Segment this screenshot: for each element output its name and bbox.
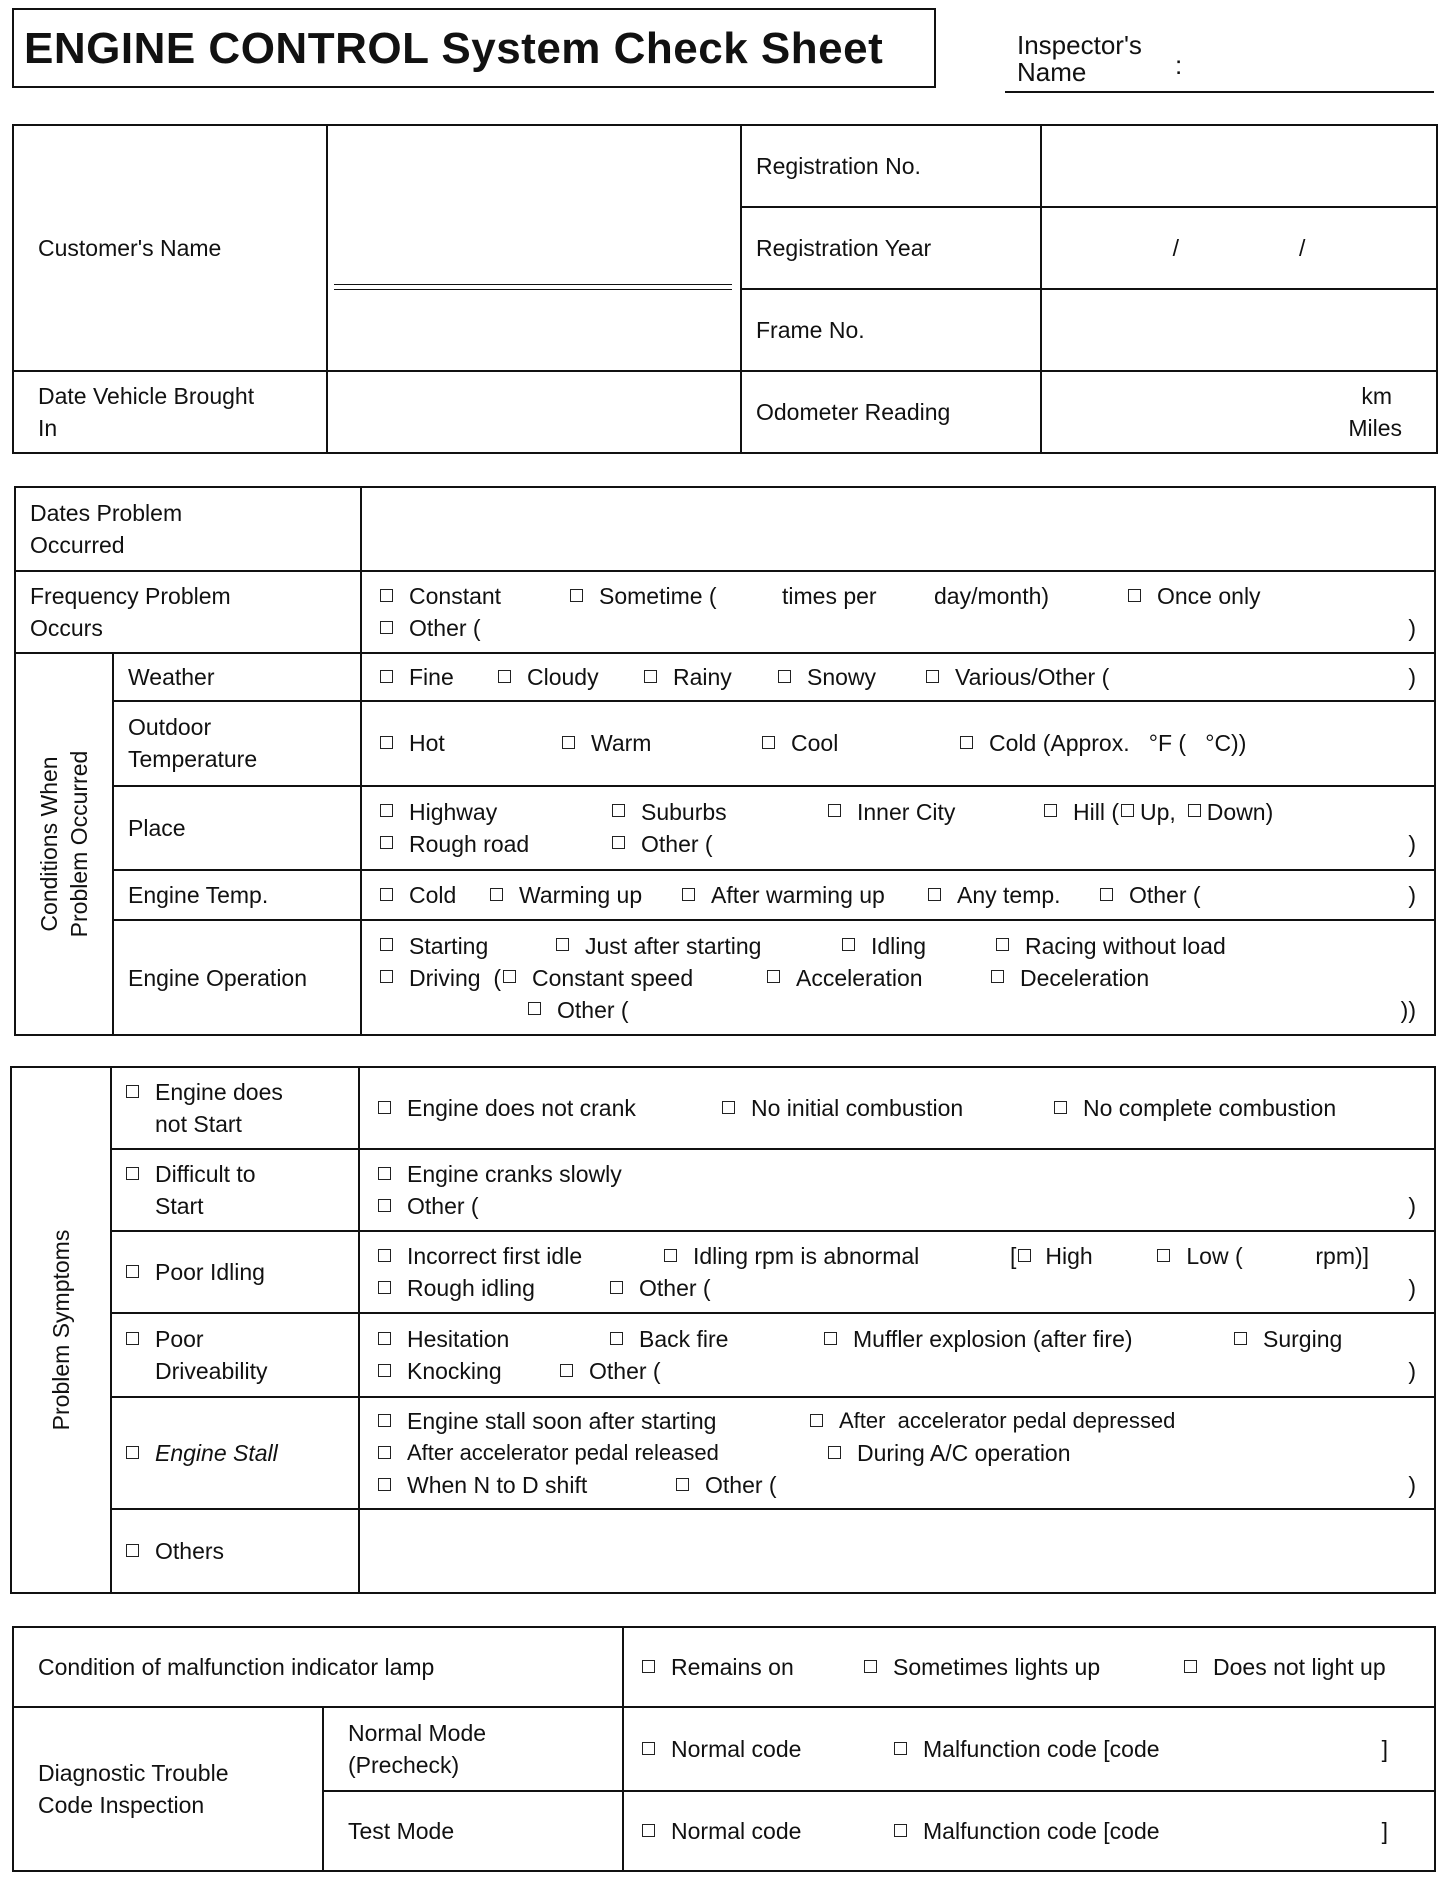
mil-not-text: Does not light up <box>1213 1654 1386 1680</box>
temp-cool-option[interactable] <box>762 727 960 759</box>
eop-other-checkbox[interactable] <box>528 1002 541 1015</box>
tm-malfunction-checkbox[interactable] <box>894 1824 907 1837</box>
poor-driveability-line2: Driveability <box>155 1358 268 1384</box>
place-up-text: Up, <box>1140 798 1176 825</box>
eop-starting-checkbox[interactable] <box>380 938 393 951</box>
d-other-text: Other ( <box>407 1193 479 1219</box>
etemp-any-checkbox[interactable] <box>928 888 941 901</box>
odometer-unit-miles: Miles <box>1348 415 1402 441</box>
eop-constant-checkbox[interactable] <box>503 970 516 983</box>
frame-no-field[interactable] <box>1041 289 1437 371</box>
test-mode-options <box>623 1791 1435 1871</box>
freq-once-text: Once only <box>1157 583 1261 609</box>
es-released-text: After accelerator pedal released <box>407 1440 719 1465</box>
freq-sometime-option[interactable] <box>570 580 782 612</box>
difficult-start-options <box>359 1149 1435 1231</box>
weather-close-paren: ) <box>1408 664 1416 691</box>
engine-temp-label: Engine Temp. <box>113 870 361 920</box>
temp-cold-checkbox[interactable] <box>960 736 973 749</box>
place-rough-checkbox[interactable] <box>380 836 393 849</box>
pi-rough-text: Rough idling <box>407 1275 535 1301</box>
pi-other-option[interactable] <box>610 1272 711 1304</box>
eop-close-paren: )) <box>1400 996 1416 1023</box>
es-depressed-checkbox[interactable] <box>810 1414 823 1427</box>
place-down-checkbox[interactable] <box>1188 804 1201 817</box>
freq-other-text: Other ( <box>409 615 481 641</box>
d-close-paren: ) <box>1408 1193 1416 1219</box>
es-depressed-option[interactable] <box>810 1405 1175 1437</box>
date-brought-in-line1: Date Vehicle Brought <box>38 383 255 409</box>
tm-normal-code-checkbox[interactable] <box>642 1824 655 1837</box>
pd-backfire-option[interactable] <box>610 1323 824 1355</box>
d-other-option[interactable] <box>378 1190 479 1222</box>
engine-stall-checkbox[interactable] <box>126 1446 139 1459</box>
pi-abnormal-checkbox[interactable] <box>664 1249 677 1262</box>
frequency-options <box>361 571 1435 653</box>
temp-hot-option[interactable] <box>380 727 562 759</box>
pi-low-option[interactable] <box>1157 1240 1315 1272</box>
etemp-any-text: Any temp. <box>957 882 1061 909</box>
engine-operation-label: Engine Operation <box>113 920 361 1035</box>
eop-decel-option[interactable] <box>991 962 1149 994</box>
pi-low-checkbox[interactable] <box>1157 1249 1170 1262</box>
place-hill-text: Hill ( <box>1073 798 1119 825</box>
date-brought-in-line2: In <box>38 415 58 441</box>
etemp-cold-text: Cold <box>409 882 457 909</box>
eop-accel-checkbox[interactable] <box>767 970 780 983</box>
eop-starting-option[interactable] <box>380 930 556 962</box>
eop-just-after-checkbox[interactable] <box>556 938 569 951</box>
engine-temp-options <box>361 870 1435 920</box>
eop-racing-checkbox[interactable] <box>996 938 1009 951</box>
frame-no-label: Frame No. <box>741 289 1041 371</box>
weather-rainy-checkbox[interactable] <box>644 670 657 683</box>
mil-remains-option[interactable] <box>642 1651 864 1683</box>
test-mode-label: Test Mode <box>323 1791 623 1871</box>
temp-warm-option[interactable] <box>562 727 762 759</box>
dtc-label <box>13 1707 323 1871</box>
weather-various-text: Various/Other ( <box>955 664 1110 691</box>
temp-cool-checkbox[interactable] <box>762 736 775 749</box>
dates-problem-label <box>15 487 361 571</box>
pi-high-text: High <box>1045 1243 1093 1269</box>
freq-once-checkbox[interactable] <box>1128 589 1141 602</box>
sheet-title: ENGINE CONTROL System Check Sheet <box>24 24 884 73</box>
place-hill-option[interactable] <box>1044 796 1119 828</box>
eop-driving-text: Driving ( <box>409 964 502 991</box>
others-category[interactable] <box>111 1509 359 1593</box>
etemp-cold-checkbox[interactable] <box>380 888 393 901</box>
place-options <box>361 786 1435 870</box>
pi-other-checkbox[interactable] <box>610 1281 623 1294</box>
mil-options <box>623 1627 1435 1707</box>
weather-fine-option[interactable] <box>380 661 498 693</box>
mil-sometimes-option[interactable] <box>864 1651 1184 1683</box>
pd-muffler-checkbox[interactable] <box>824 1332 837 1345</box>
inspector-name-label <box>1017 32 1142 86</box>
ns-no-crank-text: Engine does not crank <box>407 1095 636 1121</box>
es-ac-checkbox[interactable] <box>828 1446 841 1459</box>
mil-label: Condition of malfunction indicator lamp <box>13 1627 623 1707</box>
etemp-warming-text: Warming up <box>519 882 643 909</box>
freq-constant-checkbox[interactable] <box>380 589 393 602</box>
es-n-to-d-option[interactable] <box>378 1469 676 1501</box>
place-rough-text: Rough road <box>409 830 530 857</box>
eop-starting-text: Starting <box>409 932 489 959</box>
pi-rough-option[interactable] <box>378 1272 610 1304</box>
poor-idling-text: Poor Idling <box>155 1259 265 1285</box>
es-soon-checkbox[interactable] <box>378 1414 391 1427</box>
frequency-line2: Occurs <box>30 615 103 641</box>
freq-other-checkbox[interactable] <box>380 621 393 634</box>
outdoor-temp-line2: Temperature <box>128 746 258 773</box>
place-other-checkbox[interactable] <box>612 836 625 849</box>
weather-snowy-option[interactable] <box>778 661 926 693</box>
normal-mode-line1: Normal Mode <box>348 1720 487 1746</box>
es-released-option[interactable] <box>378 1437 828 1469</box>
pd-muffler-option[interactable] <box>824 1323 1234 1355</box>
d-other-checkbox[interactable] <box>378 1199 391 1212</box>
pi-close-paren: ) <box>1408 1275 1416 1301</box>
es-released-checkbox[interactable] <box>378 1446 391 1459</box>
ns-no-crank-checkbox[interactable] <box>378 1101 391 1114</box>
inspector-name-field[interactable] <box>1005 91 1434 93</box>
dates-problem-line2: Occurred <box>30 532 125 558</box>
temp-hot-checkbox[interactable] <box>380 736 393 749</box>
es-ac-text: During A/C operation <box>857 1440 1071 1466</box>
pi-incorrect-checkbox[interactable] <box>378 1249 391 1262</box>
nm-close-bracket: ] <box>1381 1736 1389 1762</box>
place-other-option[interactable] <box>612 828 713 860</box>
d-cranks-slowly-text: Engine cranks slowly <box>407 1161 622 1187</box>
place-suburbs-option[interactable] <box>612 796 828 828</box>
nm-malfunction-option[interactable] <box>894 1733 1160 1765</box>
weather-label: Weather <box>113 653 361 701</box>
place-highway-checkbox[interactable] <box>380 804 393 817</box>
weather-snowy-text: Snowy <box>807 664 877 691</box>
frequency-line1: Frequency Problem <box>30 583 231 609</box>
outdoor-temp-line1: Outdoor <box>128 714 212 741</box>
place-up-checkbox[interactable] <box>1121 804 1134 817</box>
poor-driveability-line1: Poor <box>155 1326 204 1352</box>
freq-constant-option[interactable] <box>380 580 570 612</box>
weather-various-checkbox[interactable] <box>926 670 939 683</box>
temp-cool-text: Cool <box>791 730 839 757</box>
freq-constant-text: Constant <box>409 583 502 609</box>
pd-close-paren: ) <box>1408 1358 1416 1384</box>
place-inner-city-checkbox[interactable] <box>828 804 841 817</box>
weather-fine-text: Fine <box>409 664 454 691</box>
es-other-option[interactable] <box>676 1469 777 1501</box>
eop-other-text: Other ( <box>557 996 629 1023</box>
eop-accel-option[interactable] <box>767 962 991 994</box>
tm-malfunction-option[interactable] <box>894 1815 1160 1847</box>
others-text: Others <box>155 1538 225 1564</box>
freq-other-option[interactable] <box>380 612 481 644</box>
no-start-checkbox[interactable] <box>126 1085 139 1098</box>
weather-options <box>361 653 1435 701</box>
customer-name-label: Customer's Name <box>13 125 327 371</box>
mil-remains-text: Remains on <box>671 1654 794 1680</box>
engine-stall-options <box>359 1397 1435 1509</box>
es-other-text: Other ( <box>705 1472 777 1498</box>
freq-day-month-text: day/month) <box>934 583 1050 609</box>
eop-driving-option[interactable] <box>380 962 501 994</box>
etemp-after-option[interactable] <box>682 879 928 911</box>
tm-normal-code-option[interactable] <box>642 1815 894 1847</box>
place-rough-option[interactable] <box>380 828 612 860</box>
odometer-label: Odometer Reading <box>741 371 1041 453</box>
pi-low-text: Low ( <box>1186 1243 1243 1269</box>
eop-racing-text: Racing without load <box>1025 932 1226 959</box>
registration-no-field[interactable] <box>1041 125 1437 207</box>
no-start-line2: not Start <box>155 1111 242 1137</box>
engine-stall-text: Engine Stall <box>155 1440 278 1466</box>
pi-high-checkbox[interactable] <box>1018 1249 1031 1262</box>
pi-rpm-text: rpm)] <box>1315 1243 1370 1269</box>
year-separator-1: / <box>1172 234 1179 261</box>
conditions-group-label <box>15 653 113 1035</box>
poor-driveability-category[interactable] <box>111 1313 359 1397</box>
outdoor-temp-label <box>113 701 361 785</box>
title-box <box>12 8 936 88</box>
ns-no-initial-option[interactable] <box>722 1092 1054 1124</box>
symptoms-table <box>10 1066 1436 1594</box>
eop-racing-option[interactable] <box>996 930 1226 962</box>
es-close-paren: ) <box>1408 1472 1416 1498</box>
pd-other-text: Other ( <box>589 1358 661 1384</box>
ns-no-complete-checkbox[interactable] <box>1054 1101 1067 1114</box>
registration-no-label: Registration No. <box>741 125 1041 207</box>
symptoms-group-label <box>11 1067 111 1593</box>
eop-constant-option[interactable] <box>501 962 767 994</box>
pi-abnormal-text: Idling rpm is abnormal <box>693 1243 920 1269</box>
tm-normal-code-text: Normal code <box>671 1818 802 1844</box>
poor-idling-category[interactable] <box>111 1231 359 1313</box>
inspector-colon: : <box>1175 50 1183 80</box>
freq-once-option[interactable] <box>1128 580 1261 612</box>
nm-normal-code-option[interactable] <box>642 1733 894 1765</box>
place-hill-checkbox[interactable] <box>1044 804 1057 817</box>
eop-accel-text: Acceleration <box>796 964 923 991</box>
pd-hesitation-checkbox[interactable] <box>378 1332 391 1345</box>
pd-hesitation-text: Hesitation <box>407 1326 510 1352</box>
mil-sometimes-text: Sometimes lights up <box>893 1654 1101 1680</box>
outdoor-temp-options <box>361 701 1435 785</box>
diagnostics-table <box>12 1626 1436 1872</box>
es-other-checkbox[interactable] <box>676 1478 689 1491</box>
place-down-text: Down) <box>1206 798 1274 825</box>
pd-other-option[interactable] <box>560 1355 661 1387</box>
symptoms-group-text: Problem Symptoms <box>48 1229 74 1431</box>
pd-backfire-checkbox[interactable] <box>610 1332 623 1345</box>
difficult-start-line2: Start <box>155 1193 204 1219</box>
no-start-line1: Engine does <box>155 1079 283 1105</box>
etemp-after-checkbox[interactable] <box>682 888 695 901</box>
ns-no-initial-checkbox[interactable] <box>722 1101 735 1114</box>
freq-times-per-text: times per <box>782 583 877 609</box>
mil-not-option[interactable] <box>1184 1651 1386 1683</box>
pd-knocking-checkbox[interactable] <box>378 1364 391 1377</box>
etemp-warming-checkbox[interactable] <box>490 888 503 901</box>
temp-warm-checkbox[interactable] <box>562 736 575 749</box>
etemp-other-checkbox[interactable] <box>1100 888 1113 901</box>
ns-no-initial-text: No initial combustion <box>751 1095 964 1121</box>
es-ac-option[interactable] <box>828 1437 1071 1469</box>
es-depressed-text: After accelerator pedal depressed <box>839 1408 1176 1433</box>
weather-cloudy-text: Cloudy <box>527 664 599 691</box>
freq-sometime-checkbox[interactable] <box>570 589 583 602</box>
poor-driveability-options <box>359 1313 1435 1397</box>
temp-hot-text: Hot <box>409 730 445 757</box>
weather-various-option[interactable] <box>926 661 1109 693</box>
ns-no-complete-text: No complete combustion <box>1083 1095 1337 1121</box>
temp-warm-text: Warm <box>591 730 652 757</box>
conditions-table <box>14 486 1436 1036</box>
pi-rough-checkbox[interactable] <box>378 1281 391 1294</box>
conditions-group-line2: Problem Occurred <box>66 750 92 938</box>
eop-just-after-text: Just after starting <box>585 932 762 959</box>
place-suburbs-checkbox[interactable] <box>612 804 625 817</box>
eop-decel-text: Deceleration <box>1020 964 1150 991</box>
customer-name-double-line <box>334 284 732 290</box>
engine-stall-category[interactable] <box>111 1397 359 1509</box>
temp-cold-option[interactable] <box>960 727 1246 759</box>
etemp-warming-option[interactable] <box>490 879 682 911</box>
weather-cloudy-option[interactable] <box>498 661 644 693</box>
eop-idling-option[interactable] <box>842 930 996 962</box>
pd-other-checkbox[interactable] <box>560 1364 573 1377</box>
etemp-any-option[interactable] <box>928 879 1100 911</box>
ns-no-crank-option[interactable] <box>378 1092 722 1124</box>
place-highway-option[interactable] <box>380 796 612 828</box>
pi-other-text: Other ( <box>639 1275 711 1301</box>
nm-malfunction-checkbox[interactable] <box>894 1742 907 1755</box>
eop-decel-checkbox[interactable] <box>991 970 1004 983</box>
pd-backfire-text: Back fire <box>639 1326 729 1352</box>
eop-just-after-option[interactable] <box>556 930 842 962</box>
difficult-start-checkbox[interactable] <box>126 1167 139 1180</box>
ns-no-complete-option[interactable] <box>1054 1092 1336 1124</box>
pd-surging-option[interactable] <box>1234 1323 1342 1355</box>
freq-sometime-text: Sometime ( <box>599 583 717 609</box>
customer-name-field[interactable] <box>327 125 741 371</box>
pd-knocking-text: Knocking <box>407 1358 502 1384</box>
dates-problem-field[interactable] <box>361 487 1435 571</box>
pi-incorrect-text: Incorrect first idle <box>407 1243 583 1269</box>
tm-malfunction-text: Malfunction code [code <box>923 1818 1160 1844</box>
inspector-label-line1: Inspector's <box>1017 30 1142 60</box>
place-close-paren: ) <box>1408 830 1416 857</box>
dtc-label-line2: Code Inspection <box>38 1792 205 1818</box>
eop-idling-checkbox[interactable] <box>842 938 855 951</box>
others-checkbox[interactable] <box>126 1544 139 1557</box>
no-start-options <box>359 1067 1435 1149</box>
nm-malfunction-text: Malfunction code [code <box>923 1736 1160 1762</box>
registration-year-field[interactable] <box>1041 207 1437 289</box>
year-separator-2: / <box>1299 234 1306 261</box>
weather-rainy-text: Rainy <box>673 664 732 691</box>
etemp-cold-option[interactable] <box>380 879 490 911</box>
pd-hesitation-option[interactable] <box>378 1323 610 1355</box>
es-n-to-d-checkbox[interactable] <box>378 1478 391 1491</box>
etemp-after-text: After warming up <box>711 882 885 909</box>
normal-mode-line2: (Precheck) <box>348 1752 460 1778</box>
others-field[interactable] <box>359 1509 1435 1593</box>
weather-fine-checkbox[interactable] <box>380 670 393 683</box>
pi-bracket: [ <box>1010 1243 1017 1269</box>
place-suburbs-text: Suburbs <box>641 798 727 825</box>
no-start-category[interactable] <box>111 1067 359 1149</box>
eop-constant-text: Constant speed <box>532 964 694 991</box>
nm-normal-code-text: Normal code <box>671 1736 802 1762</box>
mil-sometimes-checkbox[interactable] <box>864 1660 877 1673</box>
weather-cloudy-checkbox[interactable] <box>498 670 511 683</box>
es-soon-option[interactable] <box>378 1405 810 1437</box>
pd-surging-checkbox[interactable] <box>1234 1332 1247 1345</box>
frequency-label <box>15 571 361 653</box>
place-label: Place <box>113 786 361 870</box>
mil-not-checkbox[interactable] <box>1184 1660 1197 1673</box>
place-other-text: Other ( <box>641 830 713 857</box>
place-inner-city-text: Inner City <box>857 798 956 825</box>
freq-close-paren: ) <box>1408 615 1416 641</box>
normal-mode-options <box>623 1707 1435 1791</box>
es-soon-text: Engine stall soon after starting <box>407 1408 717 1434</box>
date-brought-in-field[interactable] <box>327 371 741 453</box>
eop-other-option[interactable] <box>528 994 629 1026</box>
eop-driving-checkbox[interactable] <box>380 970 393 983</box>
pi-incorrect-option[interactable] <box>378 1240 664 1272</box>
pd-muffler-text: Muffler explosion (after fire) <box>853 1326 1133 1352</box>
date-brought-in-label <box>13 371 327 453</box>
pd-surging-text: Surging <box>1263 1326 1343 1352</box>
tm-close-bracket: ] <box>1381 1818 1389 1844</box>
es-n-to-d-text: When N to D shift <box>407 1472 588 1498</box>
odometer-field[interactable] <box>1041 371 1437 453</box>
pd-knocking-option[interactable] <box>378 1355 560 1387</box>
place-inner-city-option[interactable] <box>828 796 1044 828</box>
d-cranks-slowly-option[interactable] <box>378 1158 622 1190</box>
mil-remains-checkbox[interactable] <box>642 1660 655 1673</box>
engine-operation-options <box>361 920 1435 1035</box>
weather-rainy-option[interactable] <box>644 661 778 693</box>
d-cranks-slowly-checkbox[interactable] <box>378 1167 391 1180</box>
weather-snowy-checkbox[interactable] <box>778 670 791 683</box>
eop-idling-text: Idling <box>871 932 926 959</box>
etemp-other-option[interactable] <box>1100 879 1201 911</box>
conditions-group-line1: Conditions When <box>36 756 62 932</box>
dtc-label-line1: Diagnostic Trouble <box>38 1760 229 1786</box>
inspector-label-line2: Name <box>1017 57 1087 87</box>
etemp-close-paren: ) <box>1408 882 1416 909</box>
nm-normal-code-checkbox[interactable] <box>642 1742 655 1755</box>
odometer-unit-km: km <box>1361 383 1392 409</box>
poor-driveability-checkbox[interactable] <box>126 1332 139 1345</box>
pi-abnormal-option[interactable] <box>664 1240 1010 1272</box>
etemp-other-text: Other ( <box>1129 882 1201 909</box>
registration-year-label: Registration Year <box>741 207 1041 289</box>
difficult-start-category[interactable] <box>111 1149 359 1231</box>
normal-mode-label <box>323 1707 623 1791</box>
difficult-start-line1: Difficult to <box>155 1161 256 1187</box>
poor-idling-options <box>359 1231 1435 1313</box>
dates-problem-line1: Dates Problem <box>30 500 183 526</box>
temp-cold-text: Cold (Approx. °F ( °C)) <box>989 730 1247 757</box>
place-highway-text: Highway <box>409 798 498 825</box>
poor-idling-checkbox[interactable] <box>126 1265 139 1278</box>
